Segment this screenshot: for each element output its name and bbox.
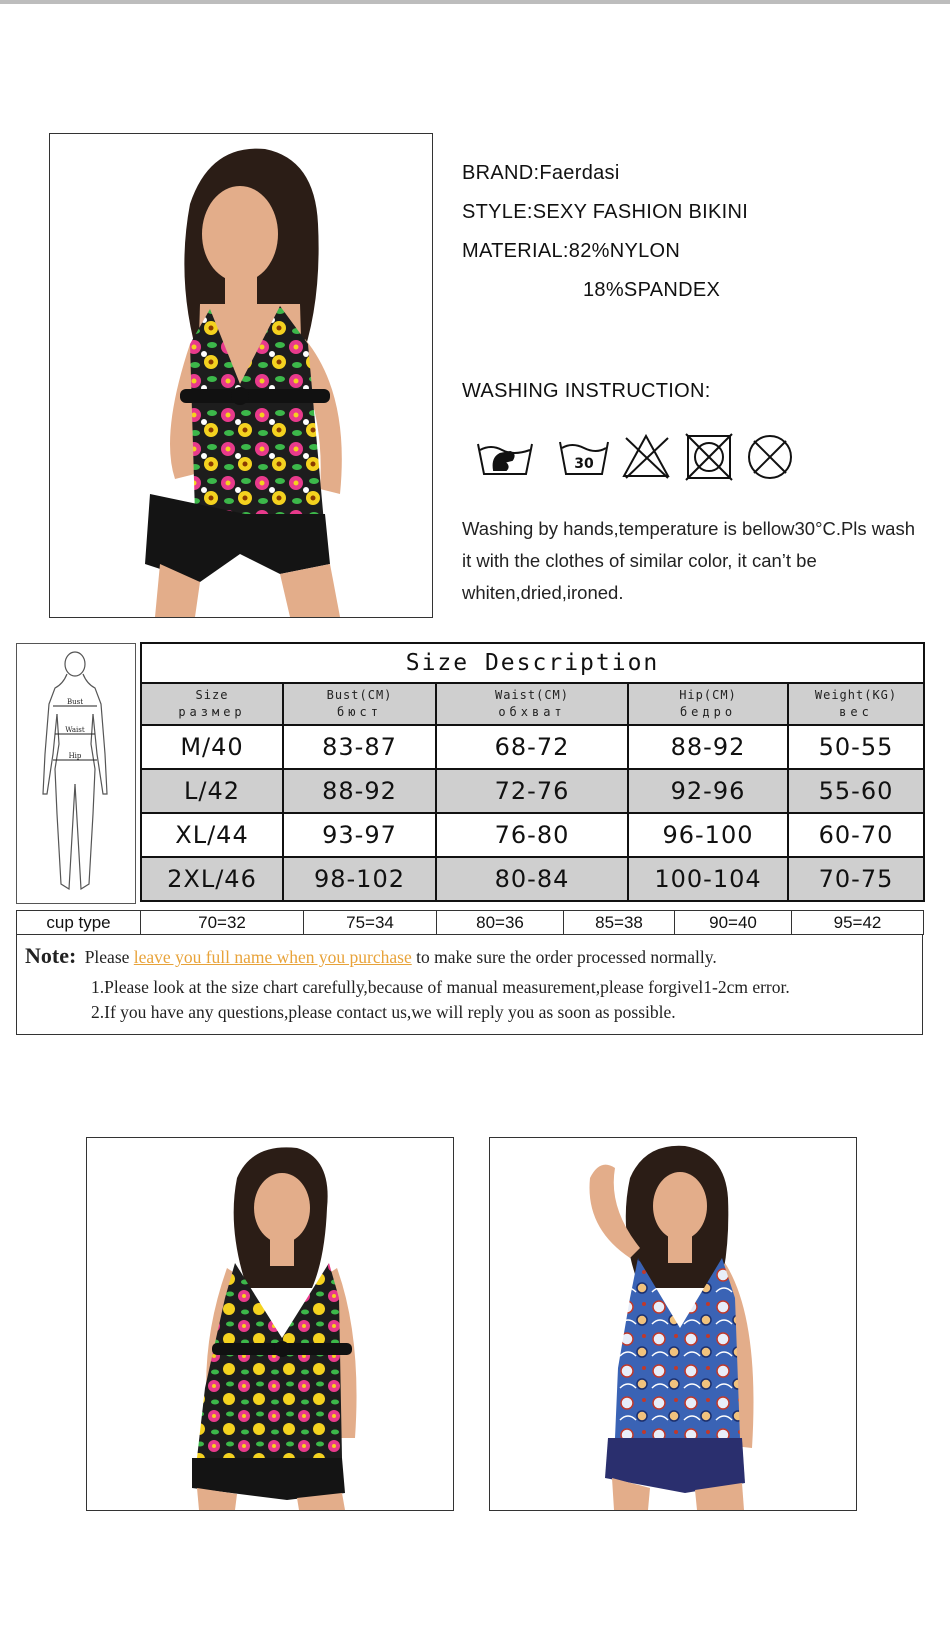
bust-cell: 88-92 bbox=[283, 769, 436, 813]
bust-cell: 98-102 bbox=[283, 857, 436, 901]
size-cell: L/42 bbox=[141, 769, 283, 813]
waist-cell: 68-72 bbox=[436, 725, 628, 769]
paisley-tankini-photo bbox=[489, 1137, 857, 1511]
top-divider bbox=[0, 0, 950, 4]
style-label: STYLE:SEXY FASHION BIKINI bbox=[462, 201, 749, 223]
cup-value: 75=34 bbox=[304, 911, 437, 935]
no-bleach-icon bbox=[624, 436, 668, 478]
header-hip: Hip(CM) бедро bbox=[628, 683, 788, 725]
washing-description: Washing by hands,temperature is bellow30°C.Pls wash it with the clothes of similar color, it can’t be whiten,dried,ironed. bbox=[462, 518, 915, 603]
brand-label: BRAND:Faerdasi bbox=[462, 162, 620, 184]
figure-bust-label: Bust bbox=[66, 698, 84, 706]
cup-value: 85=38 bbox=[564, 911, 675, 935]
hand-wash-icon bbox=[478, 444, 532, 474]
no-dry-clean-icon bbox=[749, 436, 791, 478]
header-weight: Weight(KG) вес bbox=[788, 683, 924, 725]
model-floral-illustration bbox=[50, 134, 432, 617]
figure-hip-label: Hip bbox=[68, 752, 82, 760]
washing-icons bbox=[476, 430, 816, 490]
size-cell: 2XL/46 bbox=[141, 857, 283, 901]
figure-waist-label: Waist bbox=[65, 726, 85, 734]
model-paisley-illustration bbox=[490, 1138, 856, 1510]
model-floral-illustration-2 bbox=[87, 1138, 453, 1510]
header-size: Size размер bbox=[141, 683, 283, 725]
cup-type-table bbox=[16, 910, 924, 935]
hip-cell: 96-100 bbox=[628, 813, 788, 857]
note-box bbox=[16, 934, 923, 1035]
waist-cell: 76-80 bbox=[436, 813, 628, 857]
weight-cell: 55-60 bbox=[788, 769, 924, 813]
wash-temp-text: 30 bbox=[574, 456, 594, 472]
header-waist: Waist(CM) обхват bbox=[436, 683, 628, 725]
size-cell: XL/44 bbox=[141, 813, 283, 857]
note-line-1: 1.Please look at the size chart carefully,because of manual measurement,please forgivel1-2cm error. bbox=[91, 977, 790, 997]
size-table-caption: Size Description bbox=[141, 643, 924, 683]
cup-value: 90=40 bbox=[675, 911, 792, 935]
body-measurement-figure bbox=[16, 643, 136, 904]
washing-title: WASHING INSTRUCTION: bbox=[462, 380, 711, 402]
cup-type-label: cup type bbox=[17, 911, 141, 935]
waist-cell: 80-84 bbox=[436, 857, 628, 901]
size-table-header bbox=[141, 683, 924, 725]
table-row bbox=[141, 857, 924, 901]
no-tumble-dry-icon bbox=[686, 434, 732, 480]
size-description-table bbox=[140, 642, 925, 902]
bust-cell: 93-97 bbox=[283, 813, 436, 857]
header-bust: Bust(CM) бюст bbox=[283, 683, 436, 725]
bust-cell: 83-87 bbox=[283, 725, 436, 769]
note-after-text: to make sure the order processed normally. bbox=[416, 947, 717, 967]
size-cell: M/40 bbox=[141, 725, 283, 769]
cup-value: 70=32 bbox=[141, 911, 304, 935]
note-label: Note: bbox=[25, 943, 77, 968]
floral-tankini-photo bbox=[86, 1137, 454, 1511]
cup-value: 80=36 bbox=[437, 911, 564, 935]
table-row bbox=[141, 769, 924, 813]
note-line-2: 2.If you have any questions,please contact us,we will reply you as soon as possible. bbox=[91, 1002, 676, 1022]
weight-cell: 60-70 bbox=[788, 813, 924, 857]
cup-value: 95=42 bbox=[792, 911, 924, 935]
note-full-name-link[interactable]: leave you full name when you purchase bbox=[133, 947, 412, 967]
table-row bbox=[141, 813, 924, 857]
waist-cell: 72-76 bbox=[436, 769, 628, 813]
weight-cell: 70-75 bbox=[788, 857, 924, 901]
weight-cell: 50-55 bbox=[788, 725, 924, 769]
main-product-photo bbox=[49, 133, 433, 618]
cup-type-row bbox=[17, 911, 924, 935]
hip-cell: 88-92 bbox=[628, 725, 788, 769]
hip-cell: 92-96 bbox=[628, 769, 788, 813]
material-extra-label: 18%SPANDEX bbox=[583, 279, 721, 301]
wash-30-icon bbox=[560, 442, 608, 474]
note-before-text: Please bbox=[84, 947, 130, 967]
material-label: MATERIAL:82%NYLON bbox=[462, 240, 681, 262]
hip-cell: 100-104 bbox=[628, 857, 788, 901]
note-line-intro bbox=[25, 943, 717, 969]
table-row bbox=[141, 725, 924, 769]
